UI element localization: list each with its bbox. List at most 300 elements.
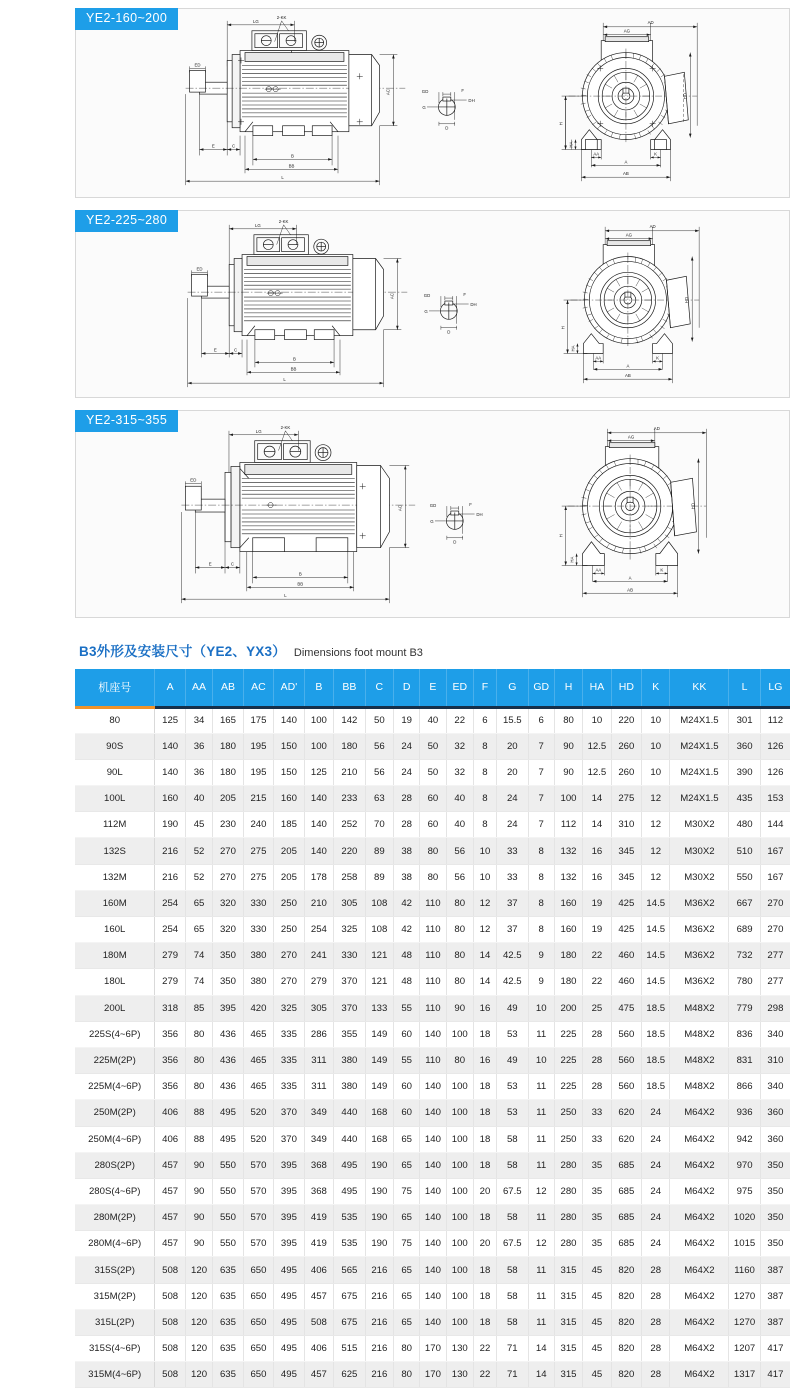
dimension-cell: 80 xyxy=(185,1074,212,1100)
dimension-cell: 310 xyxy=(611,812,641,838)
dimension-cell: 560 xyxy=(611,1074,641,1100)
dimension-cell: 60 xyxy=(394,1100,420,1126)
table-row xyxy=(75,1126,790,1152)
dimension-cell: M48X2 xyxy=(670,1021,729,1047)
table-row xyxy=(75,864,790,890)
dimension-cell: 19 xyxy=(583,917,611,943)
dimension-cell: 55 xyxy=(394,995,420,1021)
dimension-cell: 110 xyxy=(420,917,446,943)
dimension-cell: 970 xyxy=(729,1152,761,1178)
table-column-header: HA xyxy=(583,669,611,707)
dimension-cell: 330 xyxy=(243,917,273,943)
dimension-cell: M36X2 xyxy=(670,890,729,916)
dimension-cell: 110 xyxy=(420,943,446,969)
dimension-cell: 180 xyxy=(554,943,582,969)
dimension-cell: 14 xyxy=(473,943,496,969)
dimension-cell: 49 xyxy=(497,995,529,1021)
dimension-cell: 350 xyxy=(213,969,243,995)
dimension-cell: 465 xyxy=(243,1047,273,1073)
dimension-cell: 417 xyxy=(760,1336,790,1362)
dimension-cell: 216 xyxy=(155,838,185,864)
dimension-cell: 16 xyxy=(473,995,496,1021)
dimension-cell: 635 xyxy=(213,1257,243,1283)
dimension-cell: 80 xyxy=(554,707,582,733)
table-row xyxy=(75,995,790,1021)
table-row xyxy=(75,759,790,785)
dimension-cell: 216 xyxy=(365,1309,393,1335)
table-row xyxy=(75,838,790,864)
dimension-cell: 508 xyxy=(155,1362,185,1388)
svg-text:F: F xyxy=(461,88,465,94)
dimension-cell: 368 xyxy=(304,1178,333,1204)
dimension-cell: 370 xyxy=(274,1100,304,1126)
dimension-cell: 22 xyxy=(583,943,611,969)
frame-size-cell: 160M xyxy=(75,890,155,916)
svg-text:L: L xyxy=(281,175,284,181)
dimension-cell: 100 xyxy=(446,1126,473,1152)
svg-text:E: E xyxy=(213,347,217,353)
dimension-cell: 457 xyxy=(155,1178,185,1204)
dimension-cell: 406 xyxy=(155,1126,185,1152)
dimension-cell: 216 xyxy=(365,1336,393,1362)
dimension-cell: 550 xyxy=(213,1231,243,1257)
dimension-cell: M64X2 xyxy=(670,1126,729,1152)
svg-text:H: H xyxy=(558,534,564,538)
dimension-cell: 325 xyxy=(334,917,366,943)
dimension-cell: 140 xyxy=(304,838,333,864)
dimension-cell: 140 xyxy=(420,1021,446,1047)
dimension-cell: 205 xyxy=(213,786,243,812)
table-column-header: KK xyxy=(670,669,729,707)
dimension-cell: 180 xyxy=(554,969,582,995)
svg-text:D: D xyxy=(453,539,457,545)
dimension-cell: 28 xyxy=(394,786,420,812)
dimension-cell: 10 xyxy=(642,759,670,785)
dimension-cell: 320 xyxy=(213,890,243,916)
dimension-cell: 305 xyxy=(334,890,366,916)
dimension-cell: 45 xyxy=(583,1257,611,1283)
table-column-header: G xyxy=(497,669,529,707)
dimension-cell: 14 xyxy=(583,812,611,838)
svg-text:HA: HA xyxy=(568,141,574,148)
dimension-cell: 74 xyxy=(185,969,212,995)
dimension-cell: 40 xyxy=(420,707,446,733)
dimension-cell: 258 xyxy=(334,864,366,890)
table-row xyxy=(75,890,790,916)
dimension-cell: 110 xyxy=(420,1047,446,1073)
dimension-cell: 8 xyxy=(473,759,496,785)
dimension-cell: 170 xyxy=(420,1336,446,1362)
panel-badge-160-200: YE2-160~200 xyxy=(75,8,178,30)
dimension-cell: 74 xyxy=(185,943,212,969)
dimension-cell: 110 xyxy=(420,890,446,916)
dimension-cell: 732 xyxy=(729,943,761,969)
table-row xyxy=(75,917,790,943)
dimension-cell: 280 xyxy=(554,1152,582,1178)
dimension-cell: 140 xyxy=(420,1074,446,1100)
dimension-cell: M24X1.5 xyxy=(670,759,729,785)
dimension-cell: 125 xyxy=(155,707,185,733)
dimension-cell: 9 xyxy=(528,943,554,969)
dimension-cell: 11 xyxy=(528,1309,554,1335)
dimension-cell: 20 xyxy=(497,733,529,759)
dimension-cell: 90 xyxy=(185,1205,212,1231)
dimension-cell: 515 xyxy=(334,1336,366,1362)
dimension-cell: 216 xyxy=(155,864,185,890)
dimension-cell: 18 xyxy=(473,1100,496,1126)
dimension-cell: 277 xyxy=(760,969,790,995)
svg-text:AG: AG xyxy=(627,434,635,440)
dimension-cell: 178 xyxy=(304,864,333,890)
dimension-cell: 480 xyxy=(729,812,761,838)
dimension-cell: 225 xyxy=(554,1074,582,1100)
dimension-cell: 465 xyxy=(243,1021,273,1047)
dimension-cell: 52 xyxy=(185,838,212,864)
dimension-cell: 60 xyxy=(420,812,446,838)
dimension-cell: 356 xyxy=(155,1074,185,1100)
dimension-cell: 310 xyxy=(760,1047,790,1073)
dimension-cell: 16 xyxy=(583,864,611,890)
dimension-cell: 100 xyxy=(446,1100,473,1126)
dimension-cell: 18 xyxy=(473,1021,496,1047)
dimension-cell: 42.5 xyxy=(497,943,529,969)
dimension-cell: 260 xyxy=(611,733,641,759)
dimension-cell: 80 xyxy=(446,917,473,943)
dimension-cell: 10 xyxy=(642,733,670,759)
dimension-cell: 279 xyxy=(155,969,185,995)
svg-text:AB: AB xyxy=(625,373,631,379)
table-row xyxy=(75,1231,790,1257)
svg-text:LG: LG xyxy=(255,428,262,434)
dimension-cell: 65 xyxy=(394,1126,420,1152)
frame-size-cell: 90L xyxy=(75,759,155,785)
dimension-cell: 1270 xyxy=(729,1283,761,1309)
dimension-cell: 620 xyxy=(611,1100,641,1126)
dimension-cell: 495 xyxy=(274,1257,304,1283)
table-row xyxy=(75,943,790,969)
dimension-cell: 24 xyxy=(394,759,420,785)
svg-text:F: F xyxy=(469,502,472,508)
dimension-cell: 635 xyxy=(213,1362,243,1388)
dimension-cell: 6 xyxy=(473,707,496,733)
dimension-cell: 121 xyxy=(365,943,393,969)
dimension-cell: 58 xyxy=(497,1205,529,1231)
svg-text:AC: AC xyxy=(397,505,403,512)
svg-text:AC: AC xyxy=(385,89,391,96)
svg-text:BB: BB xyxy=(297,581,304,587)
table-row xyxy=(75,733,790,759)
dimension-cell: 406 xyxy=(304,1257,333,1283)
dimension-cell: 831 xyxy=(729,1047,761,1073)
diagram-canvas-315-355 xyxy=(76,411,789,617)
dimension-cell: 270 xyxy=(213,864,243,890)
dimension-cell: 153 xyxy=(760,786,790,812)
dimension-cell: 210 xyxy=(304,890,333,916)
dimension-cell: 18.5 xyxy=(642,1074,670,1100)
dimension-cell: 254 xyxy=(304,917,333,943)
dimension-cell: 11 xyxy=(528,1257,554,1283)
dimension-cell: 406 xyxy=(155,1100,185,1126)
dimension-cell: 355 xyxy=(334,1021,366,1047)
dimension-cell: 56 xyxy=(446,838,473,864)
dimension-cell: 49 xyxy=(497,1047,529,1073)
dimension-cell: 7 xyxy=(528,759,554,785)
dimension-cell: 495 xyxy=(213,1126,243,1152)
dimension-cell: 8 xyxy=(528,890,554,916)
dimension-cell: 37 xyxy=(497,917,529,943)
dimension-cell: 80 xyxy=(394,1362,420,1388)
dimension-cell: 311 xyxy=(304,1074,333,1100)
dimension-cell: 140 xyxy=(274,707,304,733)
dimension-cell: 20 xyxy=(473,1178,496,1204)
dimension-cell: 42 xyxy=(394,917,420,943)
dimension-cell: 215 xyxy=(243,786,273,812)
dimension-cell: 8 xyxy=(473,733,496,759)
dimension-cell: 350 xyxy=(760,1178,790,1204)
dimension-cell: 254 xyxy=(155,890,185,916)
dimension-cell: 90 xyxy=(185,1231,212,1257)
table-row xyxy=(75,812,790,838)
table-row xyxy=(75,1100,790,1126)
diagram-panel-225-280 xyxy=(75,210,790,398)
svg-text:AA: AA xyxy=(595,567,602,573)
frame-size-cell: 80 xyxy=(75,707,155,733)
dimension-cell: M64X2 xyxy=(670,1205,729,1231)
table-column-header: E xyxy=(420,669,446,707)
dimension-cell: 120 xyxy=(185,1257,212,1283)
dimension-cell: 36 xyxy=(185,733,212,759)
dimension-cell: 820 xyxy=(611,1283,641,1309)
dimension-cell: 150 xyxy=(274,733,304,759)
table-column-header: BB xyxy=(334,669,366,707)
dimension-cell: 160 xyxy=(274,786,304,812)
frame-size-cell: 315L(2P) xyxy=(75,1309,155,1335)
dimension-cell: 18 xyxy=(473,1152,496,1178)
frame-size-cell: 250M(2P) xyxy=(75,1100,155,1126)
dimension-cell: 420 xyxy=(243,995,273,1021)
dimension-cell: 254 xyxy=(155,917,185,943)
dimension-cell: 836 xyxy=(729,1021,761,1047)
dimension-cell: 28 xyxy=(583,1021,611,1047)
dimension-cell: 40 xyxy=(446,786,473,812)
dimension-cell: 53 xyxy=(497,1074,529,1100)
dimension-cell: M30X2 xyxy=(670,812,729,838)
dimension-cell: 419 xyxy=(304,1231,333,1257)
dimension-cell: M30X2 xyxy=(670,838,729,864)
dimension-cell: 110 xyxy=(420,995,446,1021)
dimension-cell: 395 xyxy=(274,1205,304,1231)
dimension-cell: 10 xyxy=(642,707,670,733)
table-header xyxy=(75,669,790,707)
svg-text:H: H xyxy=(558,122,564,126)
dimension-cell: 38 xyxy=(394,838,420,864)
dimension-cell: 28 xyxy=(642,1283,670,1309)
dimension-cell: 28 xyxy=(642,1257,670,1283)
dimension-cell: 406 xyxy=(304,1336,333,1362)
dimension-cell: 325 xyxy=(274,995,304,1021)
dimension-cell: 280 xyxy=(554,1231,582,1257)
svg-text:D: D xyxy=(447,329,451,335)
dimension-cell: 32 xyxy=(446,733,473,759)
dimension-cell: 67.5 xyxy=(497,1231,529,1257)
dimension-cell: 140 xyxy=(420,1100,446,1126)
dimension-cell: 90 xyxy=(185,1152,212,1178)
dimension-cell: 35 xyxy=(583,1231,611,1257)
dimension-cell: 132 xyxy=(554,838,582,864)
dimension-cell: 67.5 xyxy=(497,1178,529,1204)
dimension-cell: 130 xyxy=(446,1362,473,1388)
dimension-cell: 80 xyxy=(446,890,473,916)
dimension-cell: 24 xyxy=(394,733,420,759)
dimension-cell: 53 xyxy=(497,1021,529,1047)
dimension-cell: 35 xyxy=(583,1178,611,1204)
dimension-cell: 12 xyxy=(528,1178,554,1204)
dimension-cell: 24 xyxy=(642,1178,670,1204)
dimension-cell: 12 xyxy=(528,1231,554,1257)
dimension-cell: M48X2 xyxy=(670,1074,729,1100)
dimension-cell: 42 xyxy=(394,890,420,916)
dimension-cell: 126 xyxy=(760,759,790,785)
dimension-cell: 550 xyxy=(729,864,761,890)
dimension-cell: 495 xyxy=(274,1309,304,1335)
dimension-cell: 495 xyxy=(334,1152,366,1178)
table-row xyxy=(75,1257,790,1283)
frame-size-cell: 160L xyxy=(75,917,155,943)
dimension-cell: 65 xyxy=(394,1257,420,1283)
dimension-cell: 685 xyxy=(611,1205,641,1231)
dimension-cell: 250 xyxy=(554,1126,582,1152)
svg-text:ED: ED xyxy=(196,266,203,272)
table-row xyxy=(75,1205,790,1231)
svg-text:GD: GD xyxy=(429,503,437,509)
svg-text:C: C xyxy=(234,347,238,353)
svg-text:A: A xyxy=(626,363,630,369)
dimension-cell: 335 xyxy=(274,1047,304,1073)
dimension-cell: 318 xyxy=(155,995,185,1021)
dimension-cell: 18 xyxy=(473,1126,496,1152)
dimension-cell: 685 xyxy=(611,1152,641,1178)
dimension-cell: 570 xyxy=(243,1178,273,1204)
dimension-cell: 40 xyxy=(185,786,212,812)
dimension-cell: 100 xyxy=(446,1178,473,1204)
svg-text:C: C xyxy=(232,143,236,149)
dimension-cell: 1207 xyxy=(729,1336,761,1362)
diagram-panel-315-355 xyxy=(75,410,790,618)
svg-text:BB: BB xyxy=(288,163,295,169)
dimension-cell: 90 xyxy=(554,759,582,785)
dimension-cell: 24 xyxy=(642,1231,670,1257)
dimension-cell: 570 xyxy=(243,1152,273,1178)
dimension-cell: 550 xyxy=(213,1152,243,1178)
dimension-cell: 270 xyxy=(274,943,304,969)
dimension-cell: 11 xyxy=(528,1152,554,1178)
dimension-cell: M64X2 xyxy=(670,1309,729,1335)
table-column-header: L xyxy=(729,669,761,707)
dimension-cell: 280 xyxy=(554,1178,582,1204)
dimension-cell: 380 xyxy=(334,1047,366,1073)
dimension-cell: 635 xyxy=(213,1309,243,1335)
dimension-cell: 24 xyxy=(642,1152,670,1178)
dimension-cell: 36 xyxy=(185,759,212,785)
dimension-cell: M64X2 xyxy=(670,1362,729,1388)
table-column-header: H xyxy=(554,669,582,707)
dimension-cell: 675 xyxy=(334,1309,366,1335)
dimension-cell: 28 xyxy=(583,1047,611,1073)
dimension-cell: 360 xyxy=(760,1126,790,1152)
dimension-cell: M36X2 xyxy=(670,917,729,943)
dimension-cell: 14 xyxy=(528,1362,554,1388)
dimension-cell: 22 xyxy=(473,1362,496,1388)
dimension-cell: 315 xyxy=(554,1336,582,1362)
dimension-cell: 120 xyxy=(185,1336,212,1362)
dimension-cell: 535 xyxy=(334,1205,366,1231)
dimension-cell: 120 xyxy=(185,1362,212,1388)
dimension-cell: 140 xyxy=(420,1205,446,1231)
svg-text:HA: HA xyxy=(569,556,575,563)
dimension-cell: 24 xyxy=(497,812,529,838)
dimension-cell: 685 xyxy=(611,1178,641,1204)
dimension-cell: 12 xyxy=(642,812,670,838)
svg-text:E: E xyxy=(211,143,215,149)
svg-text:F: F xyxy=(463,292,466,298)
dimension-cell: 508 xyxy=(155,1309,185,1335)
dimension-cell: 275 xyxy=(611,786,641,812)
dimension-cell: 65 xyxy=(394,1152,420,1178)
dimension-cell: 100 xyxy=(446,1205,473,1231)
dimension-cell: 11 xyxy=(528,1100,554,1126)
dimension-cell: 14 xyxy=(473,969,496,995)
dimension-cell: 936 xyxy=(729,1100,761,1126)
dimension-cell: 89 xyxy=(365,864,393,890)
dimension-cell: 190 xyxy=(365,1152,393,1178)
dimension-cell: 160 xyxy=(554,917,582,943)
dimension-cell: 457 xyxy=(155,1231,185,1257)
table-column-header: HD xyxy=(611,669,641,707)
dimension-cell: 380 xyxy=(334,1074,366,1100)
dimension-cell: 635 xyxy=(213,1336,243,1362)
dimension-cell: 65 xyxy=(394,1309,420,1335)
dimension-cell: 20 xyxy=(473,1231,496,1257)
dimension-cell: 520 xyxy=(243,1100,273,1126)
dimension-cell: M64X2 xyxy=(670,1283,729,1309)
dimension-cell: 495 xyxy=(213,1100,243,1126)
dimension-cell: 345 xyxy=(611,864,641,890)
dimension-cell: 390 xyxy=(729,759,761,785)
dimension-cell: 436 xyxy=(213,1021,243,1047)
frame-size-cell: 280M(4~6P) xyxy=(75,1231,155,1257)
dimension-cell: 52 xyxy=(185,864,212,890)
dimension-cell: 40 xyxy=(446,812,473,838)
dimension-cell: 75 xyxy=(394,1178,420,1204)
dimension-cell: 340 xyxy=(760,1074,790,1100)
svg-text:HD: HD xyxy=(682,92,688,100)
svg-text:AC: AC xyxy=(389,293,395,300)
dimension-cell: 457 xyxy=(304,1362,333,1388)
frame-size-cell: 280S(4~6P) xyxy=(75,1178,155,1204)
dimension-cell: 11 xyxy=(528,1205,554,1231)
dimension-cell: 820 xyxy=(611,1362,641,1388)
dimension-cell: M36X2 xyxy=(670,943,729,969)
dimension-cell: 495 xyxy=(274,1283,304,1309)
svg-text:A: A xyxy=(628,575,632,581)
dimension-cell: 387 xyxy=(760,1309,790,1335)
dimension-cell: 620 xyxy=(611,1126,641,1152)
svg-text:GD: GD xyxy=(423,293,431,299)
dimension-cell: 108 xyxy=(365,917,393,943)
dimension-cell: 100 xyxy=(446,1283,473,1309)
dimension-cell: 1270 xyxy=(729,1309,761,1335)
dimension-cell: 12 xyxy=(642,864,670,890)
